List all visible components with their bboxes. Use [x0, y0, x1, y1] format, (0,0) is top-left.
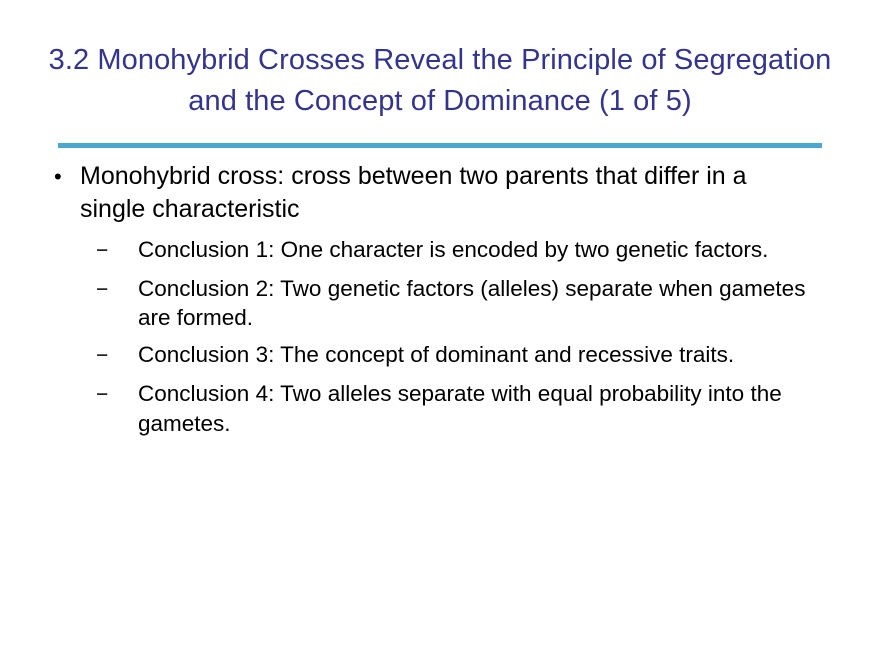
sub-point-text: Conclusion 2: Two genetic factors (alleles) separate when gametes are formed. [138, 275, 806, 331]
list-item [44, 379, 844, 439]
bullet-icon: • [54, 164, 62, 189]
list-item [44, 160, 844, 227]
title-divider [58, 143, 822, 148]
dash-icon: − [96, 238, 109, 262]
page-title: 3.2 Monohybrid Crosses Reveal the Principle of Segregation and the Concept of Dominance (1 of 5) [48, 44, 832, 118]
sub-point-list [44, 235, 844, 440]
sub-point-text: Conclusion 3: The concept of dominant and recessive traits. [138, 342, 735, 368]
list-item [44, 235, 844, 267]
sub-point-text: Conclusion 1: One character is encoded by two genetic factors. [138, 236, 769, 262]
slide-body [44, 160, 844, 446]
dash-icon: − [96, 344, 109, 368]
list-item [44, 274, 844, 334]
dash-icon: − [96, 383, 109, 407]
list-item [44, 340, 844, 372]
dash-icon: − [96, 277, 109, 301]
sub-point-text: Conclusion 4: Two alleles separate with equal probability into the gametes. [138, 381, 782, 437]
main-point-text: Monohybrid cross: cross between two parents that differ in a single characteristic [80, 162, 747, 224]
